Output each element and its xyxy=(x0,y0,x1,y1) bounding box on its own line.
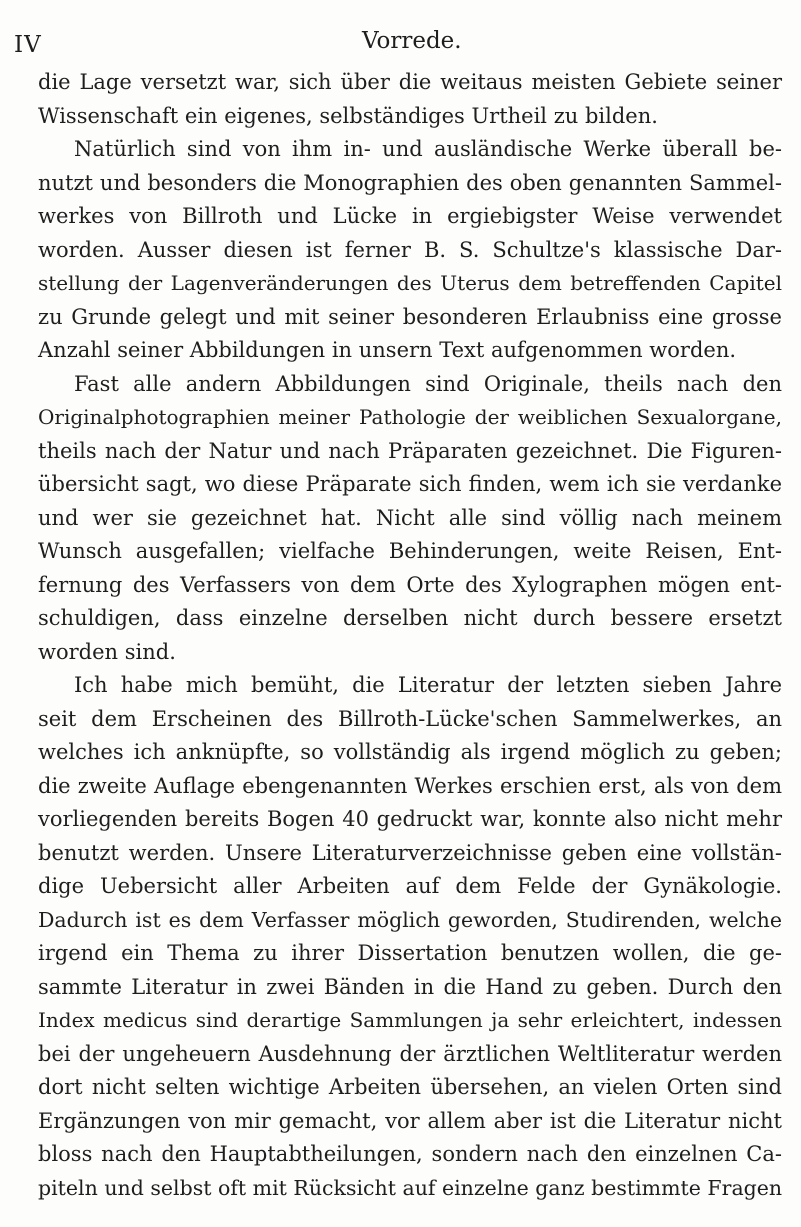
text-line: fernung des Verfassers von dem Orte des Xylographen mögen ent- xyxy=(38,572,782,597)
text-line: irgend ein Thema zu ihrer Dissertation benutzen wollen, die ge- xyxy=(38,941,782,965)
text-line: Ich habe mich bemüht, die Literatur der letzten sieben Jahre xyxy=(74,673,782,697)
text-line: und wer sie gezeichnet hat. Nicht alle sind völlig nach meinem xyxy=(38,505,782,530)
text-line: Dadurch ist es dem Verfasser möglich geworden, Studirenden, welche xyxy=(38,907,782,932)
text-line: theils nach der Natur und nach Präparaten gezeichnet. Die Figuren- xyxy=(38,438,782,463)
text-line: piteln und selbst oft mit Rücksicht auf einzelne ganz bestimmte Fragen xyxy=(38,1175,783,1200)
running-head: Vorrede. xyxy=(362,28,462,54)
text-line: Natürlich sind von ihm in- und ausländische Werke überall be- xyxy=(74,137,782,161)
text-line: Fast alle andern Abbildungen sind Originale, theils nach den xyxy=(74,371,782,396)
text-line: sammte Literatur in zwei Bänden in die Hand zu geben. Durch den xyxy=(38,974,782,999)
page-header xyxy=(0,24,801,60)
text-line: bei der ungeheuern Ausdehnung der ärztlichen Weltliteratur werden xyxy=(38,1041,782,1066)
text-line: Wunsch ausgefallen; vielfache Behinderungen, weite Reisen, Ent- xyxy=(38,539,782,563)
text-line: seit dem Erscheinen des Billroth-Lücke'schen Sammelwerkes, an xyxy=(38,706,782,731)
text-line: zu Grunde gelegt und mit seiner besonderen Erlaubniss eine grosse xyxy=(38,304,782,329)
text-line: schuldigen, dass einzelne derselben nicht durch bessere ersetzt xyxy=(38,606,782,630)
text-line: Originalphotographien meiner Pathologie der weiblichen Sexualorgane, xyxy=(38,405,782,429)
text-line: welches ich anknüpfte, so vollständig als irgend möglich zu geben; xyxy=(38,740,782,764)
text-line: dige Uebersicht aller Arbeiten auf dem Felde der Gynäkologie. xyxy=(38,874,782,898)
text-line: benutzt werden. Unsere Literaturverzeichnisse geben eine vollstän- xyxy=(38,840,782,865)
text-line: nutzt und besonders die Monographien des oben genannten Sammel- xyxy=(38,170,782,195)
text-line: dort nicht selten wichtige Arbeiten übersehen, an vielen Orten sind xyxy=(38,1075,782,1099)
text-line: werkes von Billroth und Lücke in ergiebigster Weise verwendet xyxy=(38,204,782,228)
text-line: Ergänzungen von mir gemacht, vor allem aber ist die Literatur nicht xyxy=(38,1108,782,1133)
body-text xyxy=(38,66,782,1205)
text-line: worden sind. xyxy=(38,639,176,664)
text-line: worden. Ausser diesen ist ferner B. S. Schultze's klassische Dar- xyxy=(38,237,782,262)
text-line: die zweite Auflage ebengenannten Werkes erschien erst, als von dem xyxy=(38,773,782,798)
text-line: die Lage versetzt war, sich über die weitaus meisten Gebiete seiner xyxy=(38,70,782,94)
text-line: bloss nach den Hauptabtheilungen, sondern nach den einzelnen Ca- xyxy=(38,1142,782,1166)
text-line: stellung der Lagenveränderungen des Uterus dem betreffenden Capitel xyxy=(38,271,782,295)
text-line: Anzahl seiner Abbildungen in unsern Text aufgenommen worden. xyxy=(38,338,737,362)
text-line: vorliegenden bereits Bogen 40 gedruckt war, konnte also nicht mehr xyxy=(38,807,782,831)
page-number: IV xyxy=(14,32,42,58)
text-line: übersicht sagt, wo diese Präparate sich finden, wem ich sie verdanke xyxy=(38,472,782,496)
text-line: Wissenschaft ein eigenes, selbständiges Urtheil zu bilden. xyxy=(38,103,658,128)
text-line: Index medicus sind derartige Sammlungen ja sehr erleichtert, indessen xyxy=(38,1008,782,1032)
